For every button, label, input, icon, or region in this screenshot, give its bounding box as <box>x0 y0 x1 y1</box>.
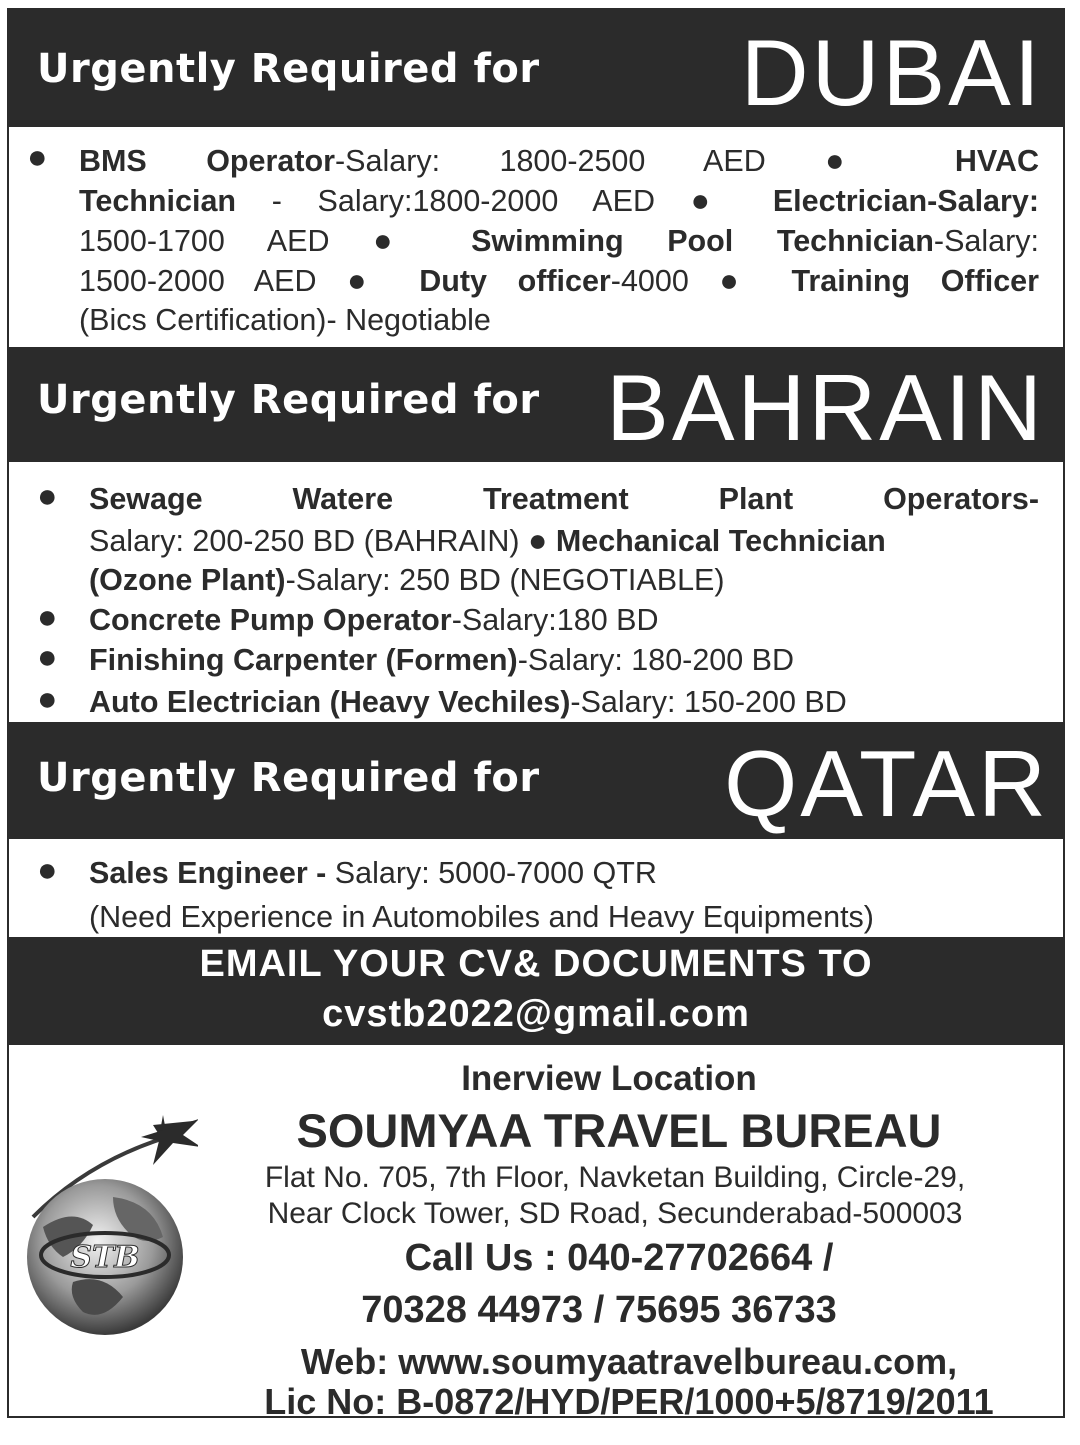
salary-text <box>737 184 773 218</box>
bullet-icon: ● <box>719 262 761 298</box>
job-title-text: BMS <box>79 144 147 178</box>
salary-text: -Salary: <box>933 224 1039 258</box>
job-title-text: Swimming Pool Technician <box>471 224 934 258</box>
qatar-country-title: QATAR <box>724 731 1049 836</box>
salary-text: (Need Experience in Automobiles and Heavy Equipments) <box>89 900 874 934</box>
salary-text: Salary: 5000-7000 QTR <box>334 856 657 890</box>
address-line-2: Near Clock Tower, SD Road, Secunderabad-500003 <box>267 1197 963 1230</box>
salary-text: 1500-2000 AED <box>79 264 348 298</box>
dubai-jobs <box>9 127 1063 347</box>
salary-text <box>761 264 792 298</box>
dubai-line-1 <box>79 140 1039 181</box>
qatar-lead-text: Urgently Required for <box>37 755 540 801</box>
interview-location-section <box>9 1045 1063 1416</box>
job-title-text: Operator <box>206 144 335 178</box>
salary-text <box>389 264 420 298</box>
globe-plane-logo <box>13 1107 198 1337</box>
bullet-icon: ● <box>825 142 896 178</box>
bahrain-line-3 <box>89 560 1063 600</box>
job-title-text: Electrician-Salary: <box>772 184 1039 218</box>
dubai-line-4 <box>79 260 1039 301</box>
phone-line-1[interactable]: Call Us : 040-27702664 / <box>404 1237 834 1279</box>
salary-text: (Bics Certification)- Negotiable <box>79 303 491 337</box>
license-number: Lic No: B-0872/HYD/PER/1000+5/8719/2011 <box>264 1381 994 1418</box>
bahrain-line-5 <box>89 640 1063 680</box>
interview-heading: Inerview Location <box>461 1059 757 1098</box>
bahrain-header-band <box>9 347 1063 462</box>
bahrain-country-title: BAHRAIN <box>606 355 1045 460</box>
salary-text: -Salary: 250 BD (NEGOTIABLE) <box>285 563 725 597</box>
bullet-icon: ● <box>27 138 48 176</box>
qatar-jobs <box>9 839 1063 937</box>
salary-text <box>895 144 954 178</box>
bullet-icon: ● <box>37 598 58 636</box>
qatar-line-2 <box>89 897 1063 937</box>
job-title-text: Training Officer <box>791 264 1040 298</box>
address-line-1: Flat No. 705, 7th Floor, Navketan Building, Circle-29, <box>264 1161 966 1194</box>
bahrain-line-6 <box>89 682 1063 722</box>
job-title-text: Sales Engineer - <box>89 856 335 890</box>
bahrain-line-2 <box>89 520 1063 561</box>
bullet-icon: ● <box>690 182 738 218</box>
bullet-icon: ● <box>373 222 428 258</box>
website[interactable]: Web: www.soumyaatravelbureau.com, <box>300 1341 958 1382</box>
job-title-text: Technician <box>79 184 237 218</box>
bahrain-jobs <box>9 462 1063 722</box>
salary-text: -Salary: 180-200 BD <box>517 643 795 677</box>
email-address[interactable]: cvstb2022@gmail.com <box>322 993 750 1035</box>
dubai-line-2 <box>79 180 1039 221</box>
salary-text: -4000 <box>610 264 720 298</box>
job-advertisement <box>7 8 1065 1418</box>
bullet-icon: ● <box>37 680 58 718</box>
salary-text: Salary: 200-250 BD (BAHRAIN) <box>89 524 529 558</box>
salary-text <box>147 144 206 178</box>
logo-text: STB <box>70 1240 140 1275</box>
bullet-icon: ● <box>37 851 58 889</box>
job-title-text: (Ozone Plant) <box>89 563 286 597</box>
salary-text: -Salary:180 BD <box>451 603 659 637</box>
salary-text: -Salary: 150-200 BD <box>570 685 847 719</box>
bahrain-lead-text: Urgently Required for <box>37 377 540 423</box>
bullet-icon: ● <box>528 522 548 558</box>
dubai-line-3 <box>79 220 1039 261</box>
salary-text: -Salary: 1800-2500 AED <box>335 144 826 178</box>
salary-text: - Salary:1800-2000 AED <box>236 184 691 218</box>
job-title-text: Sewage Watere Treatment Plant Operators- <box>89 482 1039 516</box>
dubai-country-title: DUBAI <box>740 20 1043 125</box>
qatar-header-band <box>9 722 1063 839</box>
dubai-lead-text: Urgently Required for <box>37 46 540 92</box>
email-instruction: EMAIL YOUR CV& DOCUMENTS TO <box>199 943 873 985</box>
salary-text <box>547 524 555 558</box>
job-title-text: Finishing Carpenter (Formen) <box>89 643 518 677</box>
salary-text <box>428 224 472 258</box>
job-title-text: Mechanical Technician <box>555 524 886 558</box>
job-title-text: HVAC <box>954 144 1039 178</box>
job-title-text: Auto Electrician (Heavy Vechiles) <box>89 685 571 719</box>
company-name: SOUMYAA TRAVEL BUREAU <box>296 1104 942 1157</box>
bullet-icon: ● <box>347 262 389 298</box>
dubai-line-5 <box>79 300 1063 340</box>
dubai-header-band <box>9 10 1063 127</box>
bullet-icon: ● <box>37 477 58 515</box>
bahrain-line-1 <box>89 479 1039 519</box>
bullet-icon: ● <box>37 638 58 676</box>
email-band <box>9 937 1063 1045</box>
salary-text: 1500-1700 AED <box>79 224 374 258</box>
job-title-text: Duty officer <box>419 264 611 298</box>
bahrain-line-4 <box>89 600 1063 640</box>
job-title-text: Concrete Pump Operator <box>89 603 452 637</box>
phone-line-2[interactable]: 70328 44973 / 75695 36733 <box>361 1289 837 1331</box>
qatar-line-1 <box>89 853 1063 893</box>
